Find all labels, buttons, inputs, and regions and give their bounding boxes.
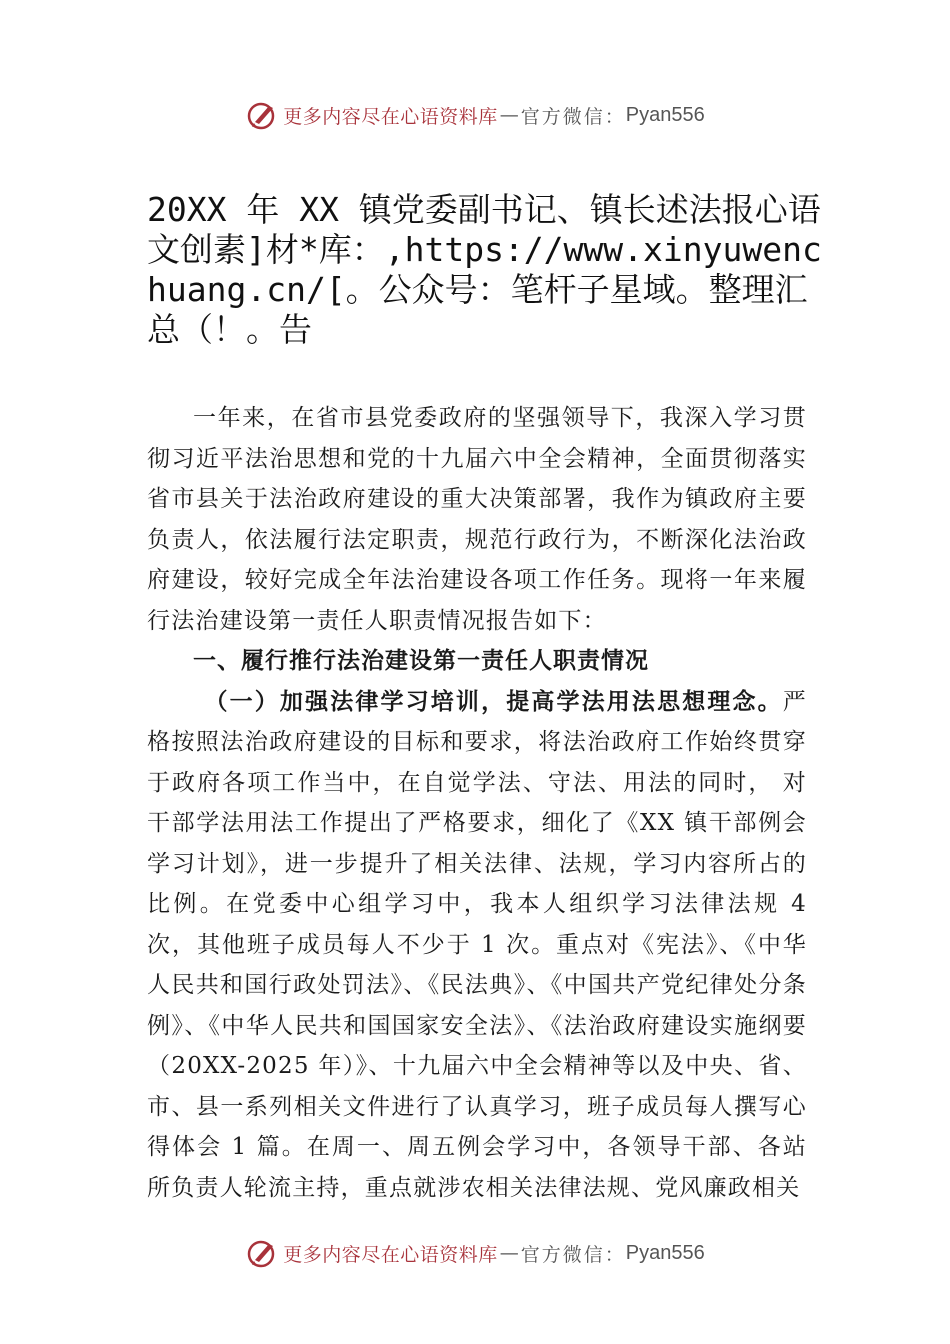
document-body: [147, 398, 807, 1208]
banner-wechat-label: 官方微信：: [520, 1243, 626, 1266]
footer-watermark-banner: [0, 1233, 950, 1273]
banner-dash: —: [499, 104, 519, 126]
pen-logo-icon: [245, 98, 279, 132]
document-title: 20XX 年 XX 镇党委副书记、镇长述法报心语文创素]材*库：,https://www.xinyuwenchuang.cn/[。公众号：笔杆子星域。整理汇总（！。告: [147, 190, 822, 349]
intro-paragraph: 一年来，在省市县党委政府的坚强领导下，我深入学习贯彻习近平法治思想和党的十九届六中全会精神，全面贯彻落实省市县关于法治政府建设的重大决策部署，我作为镇政府主要负责人，依法履行法定职责，规范行政行为，不断深化法治政府建设，较好完成全年法治建设各项工作任务。现将一年来履行法治建设第一责任人职责情况报告如下：: [147, 405, 807, 634]
banner-wechat-id: Pyan556: [625, 103, 705, 126]
banner-wechat-id: Pyan556: [625, 1241, 705, 1264]
subsection-lead: （一）加强法律学习培训，提高学法用法思想理念。: [204, 687, 783, 715]
banner-dash: —: [499, 1242, 519, 1264]
banner-site-text: 更多内容尽在心语资料库: [283, 1243, 498, 1266]
section-heading: 一、履行推行法治建设第一责任人职责情况: [193, 648, 649, 674]
banner-site-text: 更多内容尽在心语资料库: [283, 105, 498, 128]
subsection-paragraph: [147, 682, 807, 1209]
subsection-body: 严格按照法治政府建设的目标和要求，将法治政府工作始终贯穿于政府各项工作当中，在自觉学法、守法、用法的同时， 对干部学法用法工作提出了严格要求，细化了《XX 镇干部例会学习计划》，进一步提升了相关法律、法规，学习内容所占的比例。在党委中心组学习中，我本人组织学习法律法规 4 次，其他班子成员每人不少于 1 次。重点对《宪法》、《中华人民共和国行政处罚法》、《民法典》、《中国共产党纪律处分条例》、《中华人民共和国国家安全法》、《法治政府建设实施纲要（20XX-2025 年）》、十九届六中全会精神等以及中央、省、市、县一系列相关文件进行了认真学习，班子成员每人撰写心得体会 1 篇。在周一、周五例会学习中，各领导干部、各站所负责人轮流主持，重点就涉农相关法律法规、党风廉政相关: [147, 688, 807, 1201]
banner-wechat-label: 官方微信：: [520, 105, 626, 128]
pen-logo-icon: [245, 1236, 279, 1270]
header-watermark-banner: [0, 95, 950, 135]
